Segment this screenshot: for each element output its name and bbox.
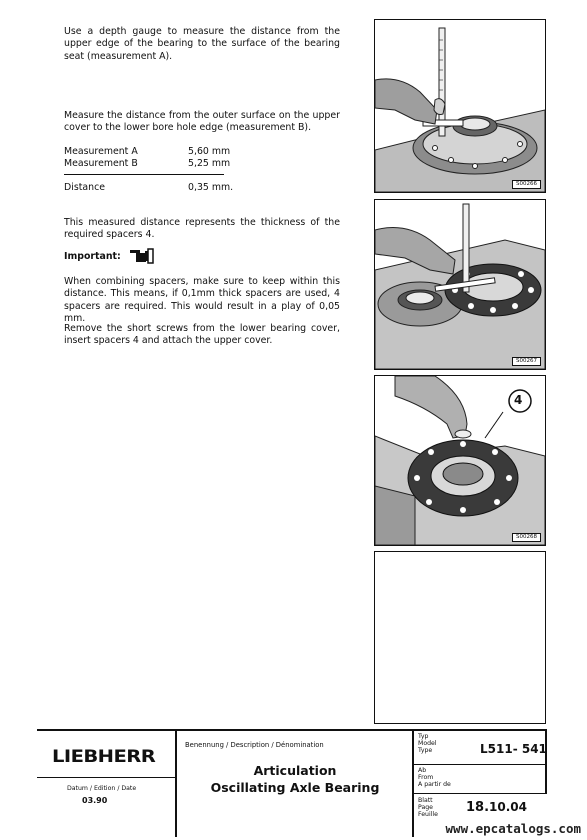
- figure-1-number: S00266: [512, 180, 541, 189]
- typ-label-de: Typ: [418, 733, 429, 740]
- blatt-label-de: Blatt: [418, 797, 433, 804]
- measurement-b-row: [64, 158, 231, 169]
- figure-measurement-b: [374, 199, 546, 370]
- datum-value: 03.90: [82, 796, 108, 805]
- pointing-hand-icon: [130, 248, 154, 264]
- ab-label-de: Ab: [418, 767, 427, 774]
- instruction-paragraph-3: This measured distance represents the thickness of the required spacers 4.: [64, 217, 340, 241]
- instruction-paragraph-2: Measure the distance from the outer surface on the upper cover to the lower bore hole edge (measurement B).: [64, 110, 340, 134]
- instruction-paragraph-5: Remove the short screws from the lower bearing cover, insert spacers 4 and attach the upper cover.: [64, 323, 340, 347]
- measurement-a-value: 5,60 mm: [188, 146, 231, 157]
- figure-insert-spacers: [374, 375, 546, 546]
- measurement-b-value: 5,25 mm: [188, 158, 231, 169]
- typ-label-en: Model: [418, 740, 437, 747]
- ab-label-fr: A partir de: [418, 781, 451, 788]
- figure-3-number: S00268: [512, 533, 541, 542]
- figure-depth-gauge: [374, 19, 546, 193]
- important-label: Important:: [64, 251, 121, 262]
- ab-label-en: From: [418, 774, 434, 781]
- callout-4-label: 4: [514, 393, 523, 407]
- typ-label-fr: Type: [418, 747, 433, 754]
- figure-2-number: S00267: [512, 357, 541, 366]
- liebherr-logo: LIEBHERR: [52, 747, 156, 767]
- title-line-2: Oscillating Axle Bearing: [210, 780, 380, 795]
- distance-row: [64, 182, 234, 193]
- model-type-value: L511- 541: [480, 742, 547, 756]
- instruction-paragraph-4: When combining spacers, make sure to keep within this distance. This means, if 0,1mm thick spacers are used, 4 spacers are required. This would result in a play of 0,05 mm.: [64, 276, 340, 324]
- blatt-label-fr: Feuille: [418, 811, 438, 818]
- page-number: [466, 800, 527, 815]
- page-number-major: 18.: [466, 800, 490, 815]
- depth-gauge-illustration: [375, 20, 545, 192]
- measurement-a-row: [64, 146, 231, 157]
- benennung-label: Benennung / Description / Dénomination: [185, 741, 324, 749]
- datum-label: Datum / Edition / Date: [67, 785, 137, 792]
- distance-value: 0,35 mm.: [188, 182, 234, 193]
- measurement-b-illustration: [375, 200, 545, 369]
- page-number-minor: 10.04: [489, 800, 527, 814]
- title-line-1: Articulation: [253, 763, 337, 778]
- blatt-label-en: Page: [418, 804, 433, 811]
- distance-label: Distance: [64, 182, 105, 193]
- measurement-a-label: Measurement A: [64, 146, 138, 157]
- subtraction-rule: [64, 174, 224, 175]
- measurement-b-label: Measurement B: [64, 158, 138, 169]
- instruction-paragraph-1: Use a depth gauge to measure the distance from the upper edge of the bearing to the surface of the bearing seat (measurement A).: [64, 26, 340, 62]
- figure-empty-frame: [374, 551, 546, 724]
- watermark-url: www.epcatalogs.com: [445, 821, 581, 836]
